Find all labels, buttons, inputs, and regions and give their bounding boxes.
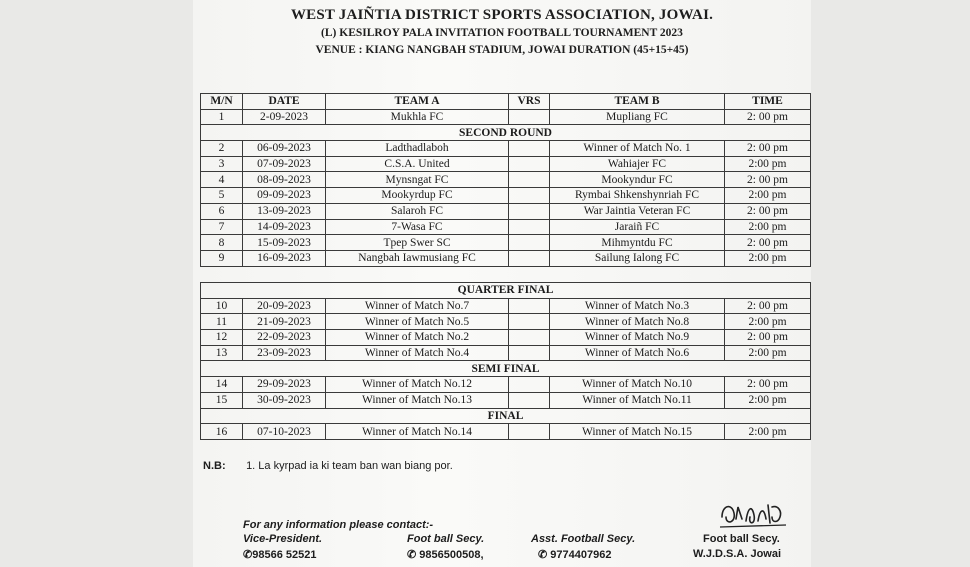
col-header-date: DATE: [243, 94, 326, 110]
match-vrs: [509, 203, 550, 219]
match-vrs: [509, 156, 550, 172]
match-time: 2:00 pm: [725, 314, 811, 330]
match-vrs: [509, 392, 550, 408]
match-row: [201, 219, 811, 235]
match-vrs: [509, 330, 550, 346]
match-row: [201, 377, 811, 393]
column-header-row: [201, 94, 811, 110]
match-number: 16: [201, 424, 243, 440]
match-time: 2: 00 pm: [725, 203, 811, 219]
signatory-org: W.J.D.S.A. Jowai: [693, 548, 782, 560]
match-team-b: Winner of Match No.6: [550, 345, 725, 361]
document-page: [193, 0, 811, 567]
match-date: 08-09-2023: [243, 172, 326, 188]
phone-icon: ✆: [538, 549, 548, 561]
phone-icon: ✆: [407, 549, 417, 561]
vice-president-phone: ✆98566 52521: [243, 549, 317, 561]
match-time: 2:00 pm: [725, 156, 811, 172]
match-team-a: Winner of Match No.13: [326, 392, 509, 408]
match-row: [201, 188, 811, 204]
match-row: [201, 141, 811, 157]
match-number: 4: [201, 172, 243, 188]
venue-line: VENUE : KIANG NANGBAH STADIUM, JOWAI DURATION (45+15+45): [315, 44, 689, 56]
match-number: 14: [201, 377, 243, 393]
match-team-a: Winner of Match No.4: [326, 345, 509, 361]
match-date: 21-09-2023: [243, 314, 326, 330]
match-date: 13-09-2023: [243, 203, 326, 219]
match-team-a: Nangbah Iawmusiang FC: [326, 250, 509, 266]
match-team-a: Salaroh FC: [326, 203, 509, 219]
match-time: 2: 00 pm: [725, 141, 811, 157]
match-date: 07-09-2023: [243, 156, 326, 172]
section-label: FINAL: [201, 408, 811, 424]
col-header-vrs: VRS: [509, 94, 550, 110]
match-date: 20-09-2023: [243, 298, 326, 314]
match-row: [201, 203, 811, 219]
match-number: 9: [201, 250, 243, 266]
match-team-b: Mookyndur FC: [550, 172, 725, 188]
match-number: 3: [201, 156, 243, 172]
match-date: 16-09-2023: [243, 250, 326, 266]
schedule-table-upper: [200, 93, 811, 267]
match-team-b: Winner of Match No.10: [550, 377, 725, 393]
match-time: 2: 00 pm: [725, 172, 811, 188]
match-date: 07-10-2023: [243, 424, 326, 440]
match-number: 11: [201, 314, 243, 330]
match-team-a: Mookyrdup FC: [326, 188, 509, 204]
match-number: 5: [201, 188, 243, 204]
match-team-a: Mynsngat FC: [326, 172, 509, 188]
match-team-a: C.S.A. United: [326, 156, 509, 172]
match-date: 15-09-2023: [243, 235, 326, 251]
match-vrs: [509, 345, 550, 361]
match-team-b: Sailung Ialong FC: [550, 250, 725, 266]
match-team-a: Winner of Match No.2: [326, 330, 509, 346]
match-number: 15: [201, 392, 243, 408]
match-row: [201, 424, 811, 440]
match-vrs: [509, 235, 550, 251]
note-block: [203, 460, 453, 472]
match-team-a: Ladthadlaboh: [326, 141, 509, 157]
schedule-table-lower: [200, 282, 811, 440]
match-time: 2:00 pm: [725, 219, 811, 235]
match-team-a: Winner of Match No.5: [326, 314, 509, 330]
signature-mark: [718, 495, 790, 531]
match-team-b: Mupliang FC: [550, 109, 725, 125]
col-header-team-a: TEAM A: [326, 94, 509, 110]
match-row: [201, 345, 811, 361]
match-team-a: 7-Wasa FC: [326, 219, 509, 235]
note-label: N.B:: [203, 460, 226, 472]
match-team-b: Winner of Match No.9: [550, 330, 725, 346]
match-time: 2: 00 pm: [725, 109, 811, 125]
contact-heading: For any information please contact:-: [243, 519, 434, 531]
match-team-b: Rymbai Shkenshynriah FC: [550, 188, 725, 204]
match-vrs: [509, 250, 550, 266]
match-time: 2: 00 pm: [725, 298, 811, 314]
match-time: 2:00 pm: [725, 424, 811, 440]
association-title: WEST JAIÑTIA DISTRICT SPORTS ASSOCIATION, JOWAI.: [290, 7, 714, 23]
match-time: 2: 00 pm: [725, 377, 811, 393]
match-vrs: [509, 314, 550, 330]
match-vrs: [509, 219, 550, 235]
match-vrs: [509, 424, 550, 440]
match-number: 2: [201, 141, 243, 157]
match-date: 14-09-2023: [243, 219, 326, 235]
match-date: 29-09-2023: [243, 377, 326, 393]
match-time: 2:00 pm: [725, 345, 811, 361]
section-label: SEMI FINAL: [201, 361, 811, 377]
match-vrs: [509, 377, 550, 393]
match-team-a: Tpep Swer SC: [326, 235, 509, 251]
match-team-b: Jaraiñ FC: [550, 219, 725, 235]
asst-football-secy-phone: ✆ 9774407962: [538, 549, 612, 561]
match-row: [201, 298, 811, 314]
match-number: 13: [201, 345, 243, 361]
col-header-mn: M/N: [201, 94, 243, 110]
match-row: [201, 250, 811, 266]
vice-president-role: Vice-President.: [243, 533, 323, 545]
match-date: 06-09-2023: [243, 141, 326, 157]
section-row: [201, 283, 811, 299]
tournament-title: (L) KESILROY PALA INVITATION FOOTBALL TOURNAMENT 2023: [321, 27, 683, 39]
phone-icon: ✆: [243, 549, 253, 561]
match-team-b: Mihmyntdu FC: [550, 235, 725, 251]
football-secy-role: Foot ball Secy.: [407, 533, 485, 545]
match-vrs: [509, 172, 550, 188]
match-time: 2: 00 pm: [725, 235, 811, 251]
match-date: 22-09-2023: [243, 330, 326, 346]
match-row: [201, 314, 811, 330]
match-vrs: [509, 188, 550, 204]
match-number: 12: [201, 330, 243, 346]
match-team-b: War Jaintia Veteran FC: [550, 203, 725, 219]
match-number: 10: [201, 298, 243, 314]
note-text: 1. La kyrpad ia ki team ban wan biang por.: [246, 460, 453, 472]
match-team-a: Winner of Match No.14: [326, 424, 509, 440]
match-team-a: Mukhla FC: [326, 109, 509, 125]
match-team-b: Wahiajer FC: [550, 156, 725, 172]
match-number: 6: [201, 203, 243, 219]
match-time: 2: 00 pm: [725, 330, 811, 346]
match-time: 2:00 pm: [725, 392, 811, 408]
match-date: 2-09-2023: [243, 109, 326, 125]
match-team-b: Winner of Match No.15: [550, 424, 725, 440]
match-row: [201, 156, 811, 172]
section-label: QUARTER FINAL: [201, 283, 811, 299]
match-team-b: Winner of Match No.3: [550, 298, 725, 314]
match-team-b: Winner of Match No.11: [550, 392, 725, 408]
match-number: 1: [201, 109, 243, 125]
match-vrs: [509, 298, 550, 314]
match-row: [201, 330, 811, 346]
match-date: 30-09-2023: [243, 392, 326, 408]
section-row: [201, 125, 811, 141]
match-row: [201, 392, 811, 408]
match-number: 8: [201, 235, 243, 251]
match-number: 7: [201, 219, 243, 235]
match-vrs: [509, 141, 550, 157]
col-header-time: TIME: [725, 94, 811, 110]
match-team-b: Winner of Match No. 1: [550, 141, 725, 157]
match-time: 2:00 pm: [725, 250, 811, 266]
asst-football-secy-role: Asst. Football Secy.: [531, 533, 636, 545]
match-row: [201, 172, 811, 188]
section-label: SECOND ROUND: [201, 125, 811, 141]
match-team-a: Winner of Match No.7: [326, 298, 509, 314]
match-team-b: Winner of Match No.8: [550, 314, 725, 330]
section-row: [201, 408, 811, 424]
match-time: 2:00 pm: [725, 188, 811, 204]
signatory-role: Foot ball Secy.: [703, 533, 780, 545]
match-team-a: Winner of Match No.12: [326, 377, 509, 393]
match-vrs: [509, 109, 550, 125]
football-secy-phone: ✆ 9856500508,: [407, 549, 484, 561]
section-row: [201, 361, 811, 377]
match-row: [201, 109, 811, 125]
match-row: [201, 235, 811, 251]
match-date: 09-09-2023: [243, 188, 326, 204]
col-header-team-b: TEAM B: [550, 94, 725, 110]
match-date: 23-09-2023: [243, 345, 326, 361]
